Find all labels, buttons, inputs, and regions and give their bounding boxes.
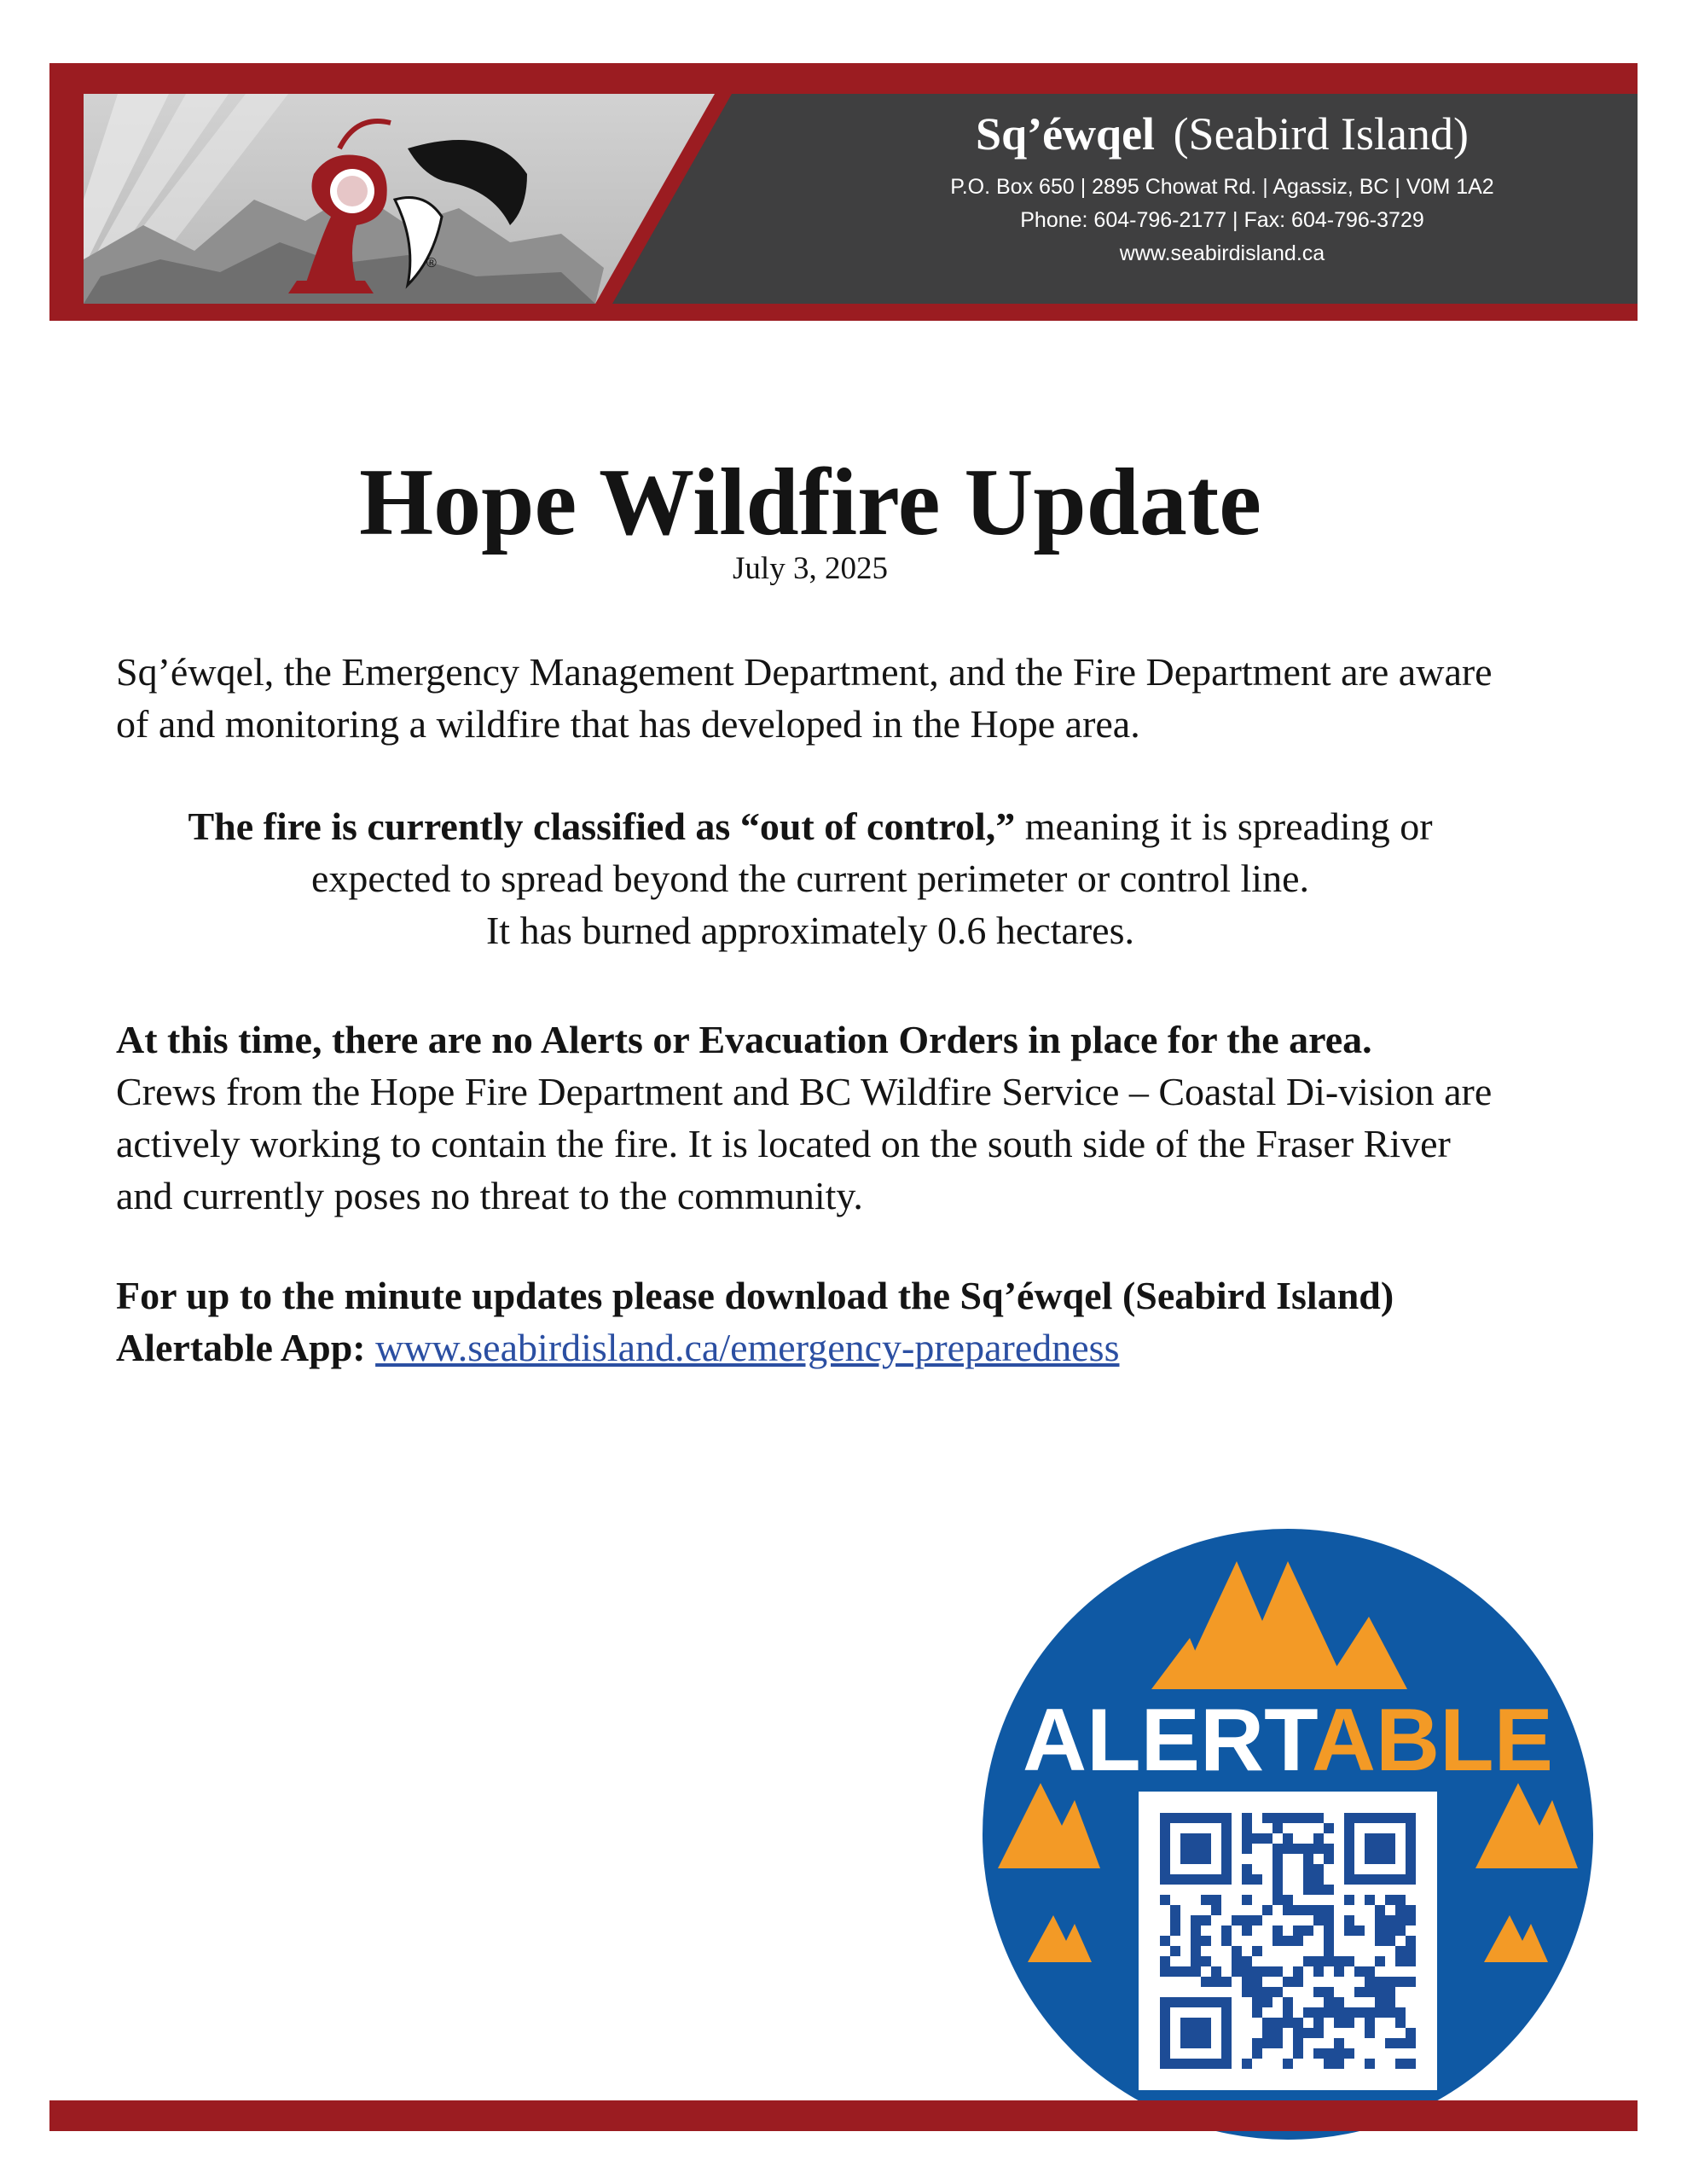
contact-phone: Phone: 604-796-2177 | Fax: 604-796-3729	[1020, 208, 1424, 232]
intro-paragraph: Sq’éwqel, the Emergency Management Department, and the Fire Department are aware of and monitoring a wildfire that has developed in the Hope area.	[116, 650, 1493, 746]
alerts-paragraph	[116, 1014, 1515, 1222]
wordmark-alert: ALERT	[1022, 1691, 1312, 1790]
header-banner	[49, 63, 1638, 321]
app-download-label: Alertable App:	[116, 1326, 366, 1369]
page-title: Hope Wildfire Update	[359, 450, 1261, 555]
alertable-badge[interactable]	[981, 1527, 1595, 2141]
fire-status-line2: expected to spread beyond the current perimeter or control line.	[311, 857, 1309, 900]
contact-address: P.O. Box 650 | 2895 Chowat Rd. | Agassiz, BC | V0M 1A2	[950, 175, 1494, 199]
alerts-body: Crews from the Hope Fire Department and BC Wildfire Service – Coastal Di-vision are actively working to contain the fire. It is located on the south side of the Fraser River and currently poses no threat to the community.	[116, 1070, 1493, 1217]
contact-website[interactable]: www.seabirdisland.ca	[1119, 241, 1325, 265]
registered-mark: ®	[426, 256, 437, 270]
fire-status-line1: meaning it is spreading or	[1015, 804, 1433, 848]
organization-name	[902, 108, 1542, 160]
alertable-wordmark	[1023, 1691, 1553, 1790]
qr-code	[1139, 1792, 1437, 2090]
organization-name-main: Sq’éwqel	[976, 108, 1156, 160]
update-date: July 3, 2025	[733, 551, 888, 586]
footer-bar	[49, 2100, 1638, 2131]
app-download-line1: For up to the minute updates please download the Sq’éwqel (Seabird Island)	[116, 1274, 1394, 1317]
fire-status-bold: The fire is currently classified as “out of control,”	[188, 804, 1016, 848]
fire-status-paragraph	[85, 800, 1535, 956]
alerts-bold: At this time, there are no Alerts or Evacuation Orders in place for the area.	[116, 1018, 1372, 1061]
fire-status-line3: It has burned approximately 0.6 hectares.	[485, 909, 1134, 952]
organization-name-sub: (Seabird Island)	[1173, 108, 1469, 160]
app-download-paragraph	[116, 1269, 1515, 1374]
emergency-preparedness-link[interactable]: www.seabirdisland.ca/emergency-preparedness	[375, 1326, 1120, 1369]
wordmark-able: ABLE	[1311, 1691, 1554, 1790]
